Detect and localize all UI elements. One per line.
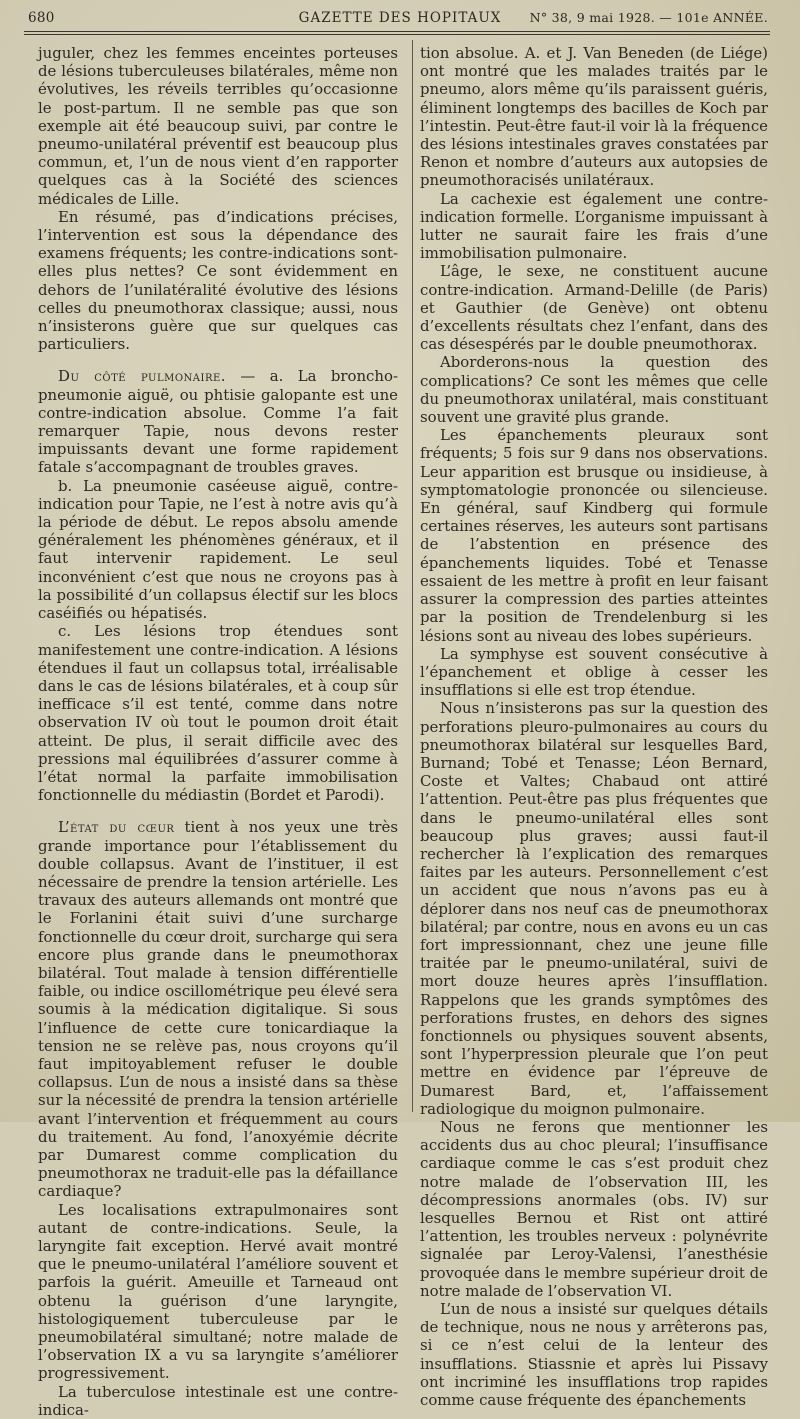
- paragraph: [420, 262, 768, 353]
- header-rule-double: [24, 34, 770, 35]
- paragraph: [38, 477, 398, 623]
- paragraph: [420, 353, 768, 426]
- paragraph: [420, 699, 768, 1118]
- paragraph-text: Les localisations extrapulmonaires sont autant de contre-indications. Seule, la laryngite fait exception. Hervé avait montré que le pneumo-unilatéral l’améliore souvent et parfois la guérit. Ameuille et Tarneaud ont obtenu la guérison d’une laryngite, histologiquement tuberculeuse par le pneumobilatéral simultané; notre malade de l’observation IX a vu sa laryngite s’améliorer progressivement.: [38, 1200, 398, 1383]
- paragraph-text: La tuberculose intestinale est une contre-indica-: [38, 1382, 398, 1419]
- paragraph-text: La cachexie est également une contre-indication formelle. L’organisme impuissant à lutter ne saurait faire les frais d’une immobilisation pulmonaire.: [420, 189, 768, 263]
- paragraph-text: b. La pneumonie caséeuse aiguë, contre-indication pour Tapie, ne l’est à notre avis qu’à la période de début. Le repos absolu amende généralement les phénomènes généraux, et il faut intervenir rapidement. Le seul inconvénient c’est que nous ne croyons pas à la possibilité d’un collapsus électif sur les blocs caséifiés ou hépatisés.: [38, 476, 398, 623]
- header-rule: [24, 31, 770, 32]
- paragraph-text: c. Les lésions trop étendues sont manifestement une contre-indication. A lésions étendues il faut un collapsus total, irréalisable dans le cas de lésions bilatérales, et à coup sûr inefficace s’il est tenté, comme dans notre observation IV où tout le poumon droit était atteint. De plus, il serait difficile avec des pressions mal équilibrées d’assurer comme à l’état normal la parfaite immobilisation fonctionnelle du médiastin (Bordet et Parodi).: [38, 622, 398, 805]
- paragraph-text: Aborderons-nous la question des complications? Ce sont les mêmes que celle du pneumothorax unilatéral, mais constituant souvent une gravité plus grande.: [420, 353, 768, 427]
- paragraph: [420, 1300, 768, 1409]
- paragraph: [38, 208, 398, 354]
- paragraph-text: L’âge, le sexe, ne constituent aucune contre-indication. Armand-Delille (de Paris) et Gauthier (de Genève) ont obtenu d’excellents résultats chez l’enfant, dans des cas désespérés par le double pneumothorax.: [420, 262, 768, 354]
- paragraph-text: tient à nos yeux une très grande importance pour l’établissement du double collapsus. Avant de l’instituer, il est nécessaire de prendre la tension artérielle. Les travaux des auteurs allemands ont montré que le Forlanini était suivi d’une surcharge fonctionnelle du cœur droit, surcharge qui sera encore plus grande dans le pneumothorax bilatéral. Tout malade à tension différentielle faible, ou indice oscillométrique peu élevé sera soumis à la médication digitalique. Si sous l’influence de cette cure tonicardiaque la tension ne se relève pas, nous croyons qu’il faut impitoyablement refuser le double collapsus. L’un de nous a insisté dans sa thèse sur la nécessité de prendra la tension artérielle avant l’intervention et fréquemment au cours du traitement. Au fond, l’anoxyémie décrite par Dumarest comme complication du pneumothorax ne traduit-elle pas la défaillance cardiaque?: [38, 818, 398, 1201]
- paragraph-text: La symphyse est souvent consécutive à l’épanchement et oblige à cesser les insufflations si elle est trop étendue.: [420, 644, 768, 700]
- paragraph-text: L’un de nous a insisté sur quelques détails de technique, nous ne nous y arrêterons pas, si ce n’est celui de la lenteur des insufflations. Stiassnie et après lui Pissavy ont incriminé les insufflations trop rapides comme cause fréquente des épanchements: [420, 1300, 768, 1410]
- paragraph: [38, 1201, 398, 1383]
- page-header: [24, 6, 776, 30]
- section-lead: L’état du cœur: [58, 818, 175, 837]
- left-column: [38, 44, 398, 1419]
- paragraph: [420, 44, 768, 190]
- section-lead: Du côté pulmonaire.: [58, 367, 227, 386]
- paragraph: [420, 645, 768, 700]
- paragraph-text: tion absolue. A. et J. Van Beneden (de Liége) ont montré que les malades traités par le pneumo, alors même qu’ils paraissent guéris, éliminent longtemps des bacilles de Koch par l’intestin. Peut-être faut-il voir là la fréquence des lésions intestinales graves constatées par Renon et nombre d’auteurs aux autopsies de pneumothoracisés unilatéraux.: [420, 44, 768, 190]
- paragraph: [420, 190, 768, 263]
- journal-title: GAZETTE DES HOPITAUX: [298, 10, 502, 26]
- page-number: 680: [28, 10, 55, 26]
- paragraph-text: Nous n’insisterons pas sur la question des perforations pleuro-pulmonaires au cours du pneumothorax bilatéral sur lesquelles Bard, Burnand; Tobé et Tenasse; Léon Bernard, Coste et Valtes; Chabaud ont attiré l’attention. Peut-être pas plus fréquentes que dans le pneumo-unilatéral elles sont beaucoup plus graves; aussi faut-il rechercher là l’explication des remarques faites par les auteurs. Personnellement c’est un accident que nous n’avons pas eu à déplorer dans nos neuf cas de pneumothorax bilatéral; par contre, nous en avons eu un cas fort impressionnant, chez une jeune fille traitée par le pneumo-unilatéral, suivi de mort douze heures après l’insufflation. Rappelons que les grands symptômes des perforations frustes, en dehors des signes fonctionnels ou physiques souvent absents, sont l’hyperpression pleurale que l’on peut mettre en évidence par l’épreuve de Dumarest Bard, et, l’affaissement radiologique du moignon pulmonaire.: [420, 699, 768, 1118]
- right-column: [420, 44, 768, 1409]
- issue-info: N° 38, 9 mai 1928. — 101e ANNÉE.: [529, 10, 768, 25]
- paragraph-text: — a. La broncho-pneumonie aiguë, ou phtisie galopante est une contre-indication absolue. Comme l’a fait remarquer Tapie, nous devons rester impuissants devant une forme rapidement fatale s’accompagnant de troubles graves.: [38, 367, 398, 477]
- paragraph: [420, 1118, 768, 1300]
- paragraph-text: Les épanchements pleuraux sont fréquents; 5 fois sur 9 dans nos observations. Leur apparition est brusque ou insidieuse, à symptomatologie prononcée ou silencieuse. En général, sauf Kindberg qui formule certaines réserves, les auteurs sont partisans de l’abstention en présence des épanchements liquides. Tobé et Tenasse essaient de les mettre à profit en leur faisant assurer la compression des parties atteintes par la position de Trendelenburg si les lésions sont au niveau des lobes supérieurs.: [420, 426, 768, 645]
- paragraph: [38, 622, 398, 804]
- paragraph: [38, 818, 398, 1200]
- paragraph-text: juguler, chez les femmes enceintes porteuses de lésions tuberculeuses bilatérales, même non évolutives, les réveils terribles qu’occasionne le post-partum. Il ne semble pas que son exemple ait été beaucoup suivi, par contre le pneumo-unilatéral préventif est beaucoup plus commun, et, l’un de nous vient d’en rapporter quelques cas à la Société des sciences médicales de Lille.: [38, 44, 398, 208]
- paragraph: [38, 1383, 398, 1419]
- paragraph: [38, 44, 398, 208]
- paragraph-text: Nous ne ferons que mentionner les accidents dus au choc pleural; l’insuffisance cardiaque comme le cas s’est produit chez notre malade de l’observation III, les décompressions anormales (obs. IV) sur lesquelles Bernou et Rist ont attiré l’attention, les troubles nerveux : polynévrite signalée par Leroy-Valensi, l’anesthésie provoquée dans le membre supérieur droit de notre malade de l’observation VI.: [420, 1117, 768, 1300]
- paragraph: [420, 426, 768, 644]
- paragraph: [38, 367, 398, 476]
- paragraph-text: En résumé, pas d’indications précises, l’intervention est sous la dépendance des examens fréquents; les contre-indications sont-elles plus nettes? Ce sont évidemment en dehors de l’unilatéralité évolutive des lésions celles du pneumothorax classique; aussi, nous n’insisterons guère que sur quelques cas particuliers.: [38, 207, 398, 354]
- column-divider: [412, 40, 413, 1112]
